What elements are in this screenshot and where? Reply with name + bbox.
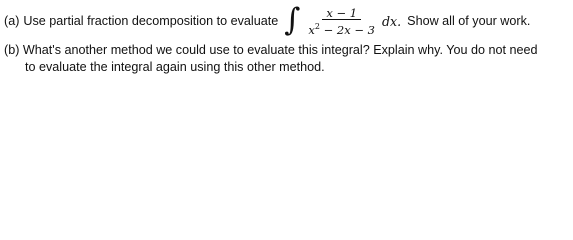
question-part-b-line-2: to evaluate the integral again using this other method. bbox=[25, 60, 325, 74]
denominator-rest: − 2x − 3 bbox=[319, 22, 375, 37]
question-part-b-line-1: (b) What's another method we could use to evaluate this integral? Explain why. You do not need bbox=[4, 43, 538, 57]
part-a-label: (a) bbox=[4, 13, 20, 28]
fraction-numerator: x − 1 bbox=[322, 7, 361, 20]
integral-sign: ∫ bbox=[284, 2, 301, 38]
part-a-prompt: Use partial fraction decomposition to evaluate bbox=[23, 13, 279, 28]
part-a-instruction: Show all of your work. bbox=[407, 13, 531, 28]
question-part-a bbox=[4, 2, 531, 38]
differential: dx. bbox=[382, 13, 402, 29]
integrand-fraction bbox=[306, 7, 377, 36]
denominator-exponent: 2 bbox=[314, 21, 320, 31]
denominator-base: x bbox=[308, 22, 315, 37]
fraction-denominator bbox=[306, 20, 377, 36]
